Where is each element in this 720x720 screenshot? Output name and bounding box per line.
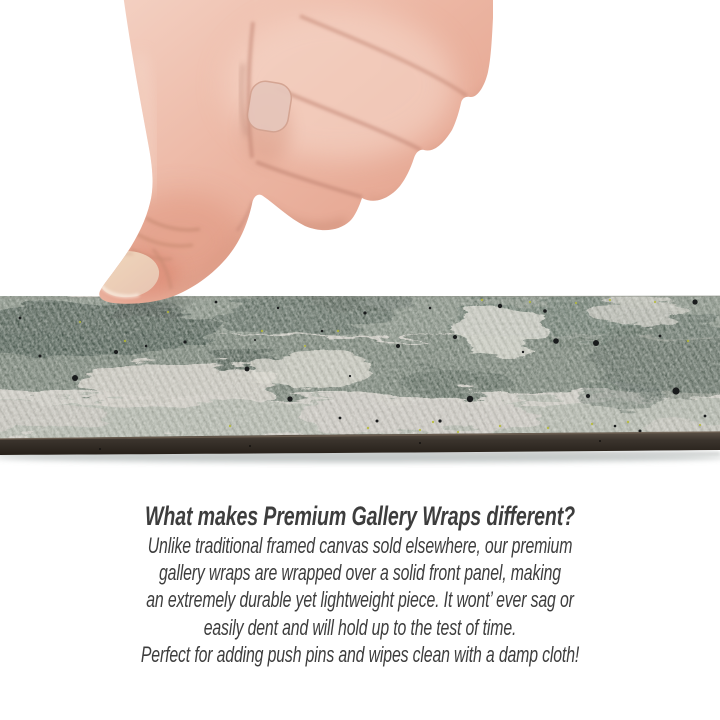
fingertip-nail — [245, 79, 293, 134]
canvas-strip-photo — [0, 288, 720, 463]
caption-line-1: Unlike traditional framed canvas sold elsewhere, our premium — [147, 533, 573, 558]
canvas-front-face — [0, 288, 720, 442]
caption-line-2: gallery wraps are wrapped over a solid front panel, making — [159, 560, 561, 586]
caption-heading: What makes Premium Gallery Wraps different? — [145, 501, 575, 531]
caption-line-5: Perfect for adding push pins and wipes clean with a damp cloth! — [140, 641, 580, 667]
hand-photo — [96, 0, 493, 304]
caption-line-3: an extremely durable yet lightweight piece. It wont’ ever sag or — [146, 587, 574, 613]
caption-line-4: easily dent and will hold up to the test of time. — [203, 614, 517, 640]
caption — [0, 501, 720, 669]
